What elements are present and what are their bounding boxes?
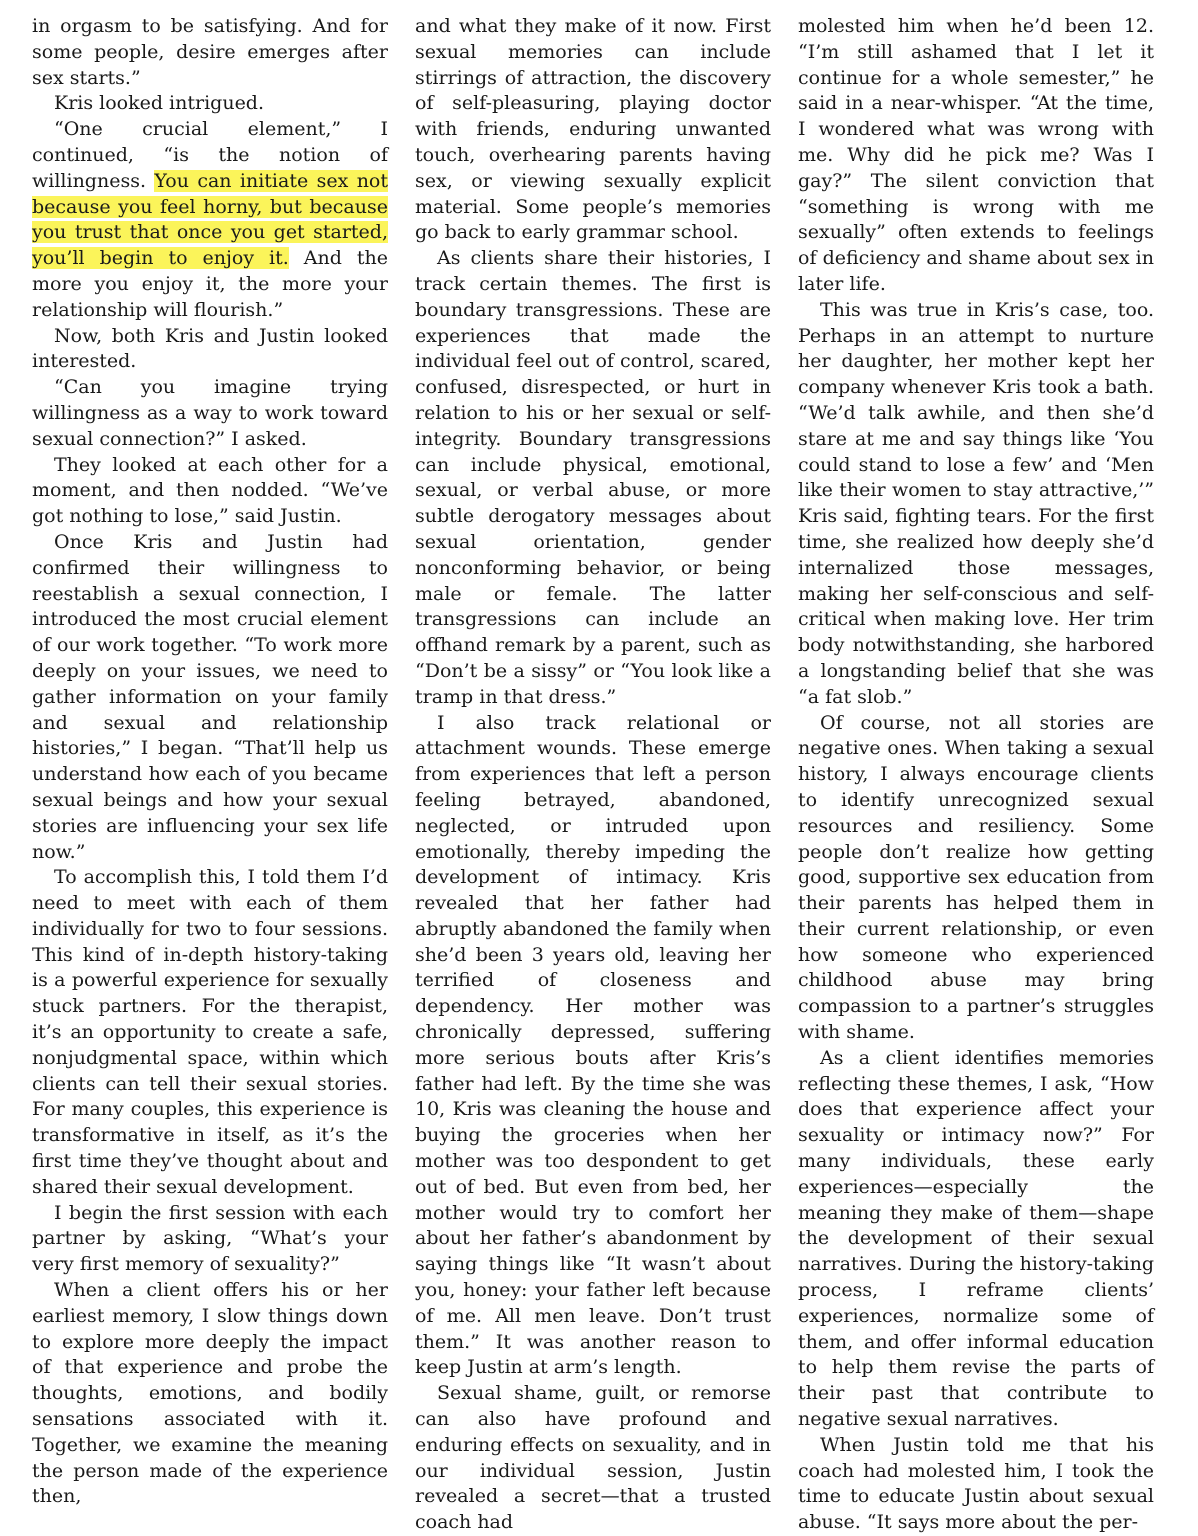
paragraph: They looked at each other for a moment, and then nodded. “We’ve got nothing to lose,” said Justin.	[32, 453, 388, 528]
paragraph: Once Kris and Justin had confirmed their willingness to reestablish a sexual connection, I introduced the most crucial element of our work together. “To work more deeply on your issues, we need to gather information on your family and sexual and relationship histories,” I began. “That’ll help us understand how each of you became sexual beings and how your sexual stories are influencing your sex life now.”	[32, 530, 388, 863]
paragraph: Kris looked intrigued.	[54, 92, 265, 115]
document-page	[32, 14, 1154, 1534]
paragraph: When a client offers his or her earliest memory, I slow things down to explore more deeply the impact of that experience and probe the thoughts, emotions, and bodily sensations associated with it. Together, we examine the meaning the person made of the experience then,	[32, 1279, 388, 1508]
paragraph-text: “One crucial element,” I continued, “is the notion of willingness.	[32, 118, 388, 192]
highlighted-text[interactable]: You can initiate sex not because you feel horny, but because you trust that once you get started, you’ll begin to enjoy it.	[32, 169, 388, 270]
paragraph: Now, both Kris and Justin looked interested.	[32, 324, 388, 373]
paragraph: As clients share their histories, I track certain themes. The first is boundary transgressions. These are experiences that made the individual feel out of control, scared, confused, disrespected, or hurt in relation to his or her sexual or self-integrity. Boundary transgressions can include physical, emotional, sexual, or verbal abuse, or more subtle derogatory messages about sexual orientation, gender nonconforming behavior, or being male or female. The latter transgressions can include an offhand remark by a parent, such as “Don’t be a sissy” or “You look like a tramp in that dress.”	[415, 247, 771, 708]
paragraph: in orgasm to be satisfying. And for some people, desire emerges after sex starts.”	[32, 15, 388, 89]
paragraph: I also track relational or attachment wounds. These emerge from experiences that left a person feeling betrayed, abandoned, neglected, or intruded upon emotionally, thereby impeding the development of intimacy. Kris revealed that her father had abruptly abandoned the family when she’d been 3 years old, leaving her terrified of closeness and dependency. Her mother was chronically depressed, suffering more serious bouts after Kris’s father had left. By the time she was 10, Kris was cleaning the house and buying the groceries when her mother was too despondent to get out of bed. But even from bed, her mother would try to comfort her about her father’s abandonment by saying things like “It wasn’t about you, honey: your father left because of me. All men leave. Don’t trust them.” It was another reason to keep Justin at arm’s length.	[415, 711, 771, 1379]
paragraph: I begin the first session with each partner by asking, “What’s your very first memory of sexuality?”	[32, 1201, 388, 1276]
paragraph: Sexual shame, guilt, or remorse can also have profound and enduring effects on sexuality, and in our individual session, Justin revealed a secret—that a trusted coach had	[415, 1382, 771, 1534]
paragraph-text: And the more you enjoy it, the more your relationship will flourish.”	[32, 247, 388, 321]
paragraph-with-highlight	[32, 117, 388, 323]
paragraph: “Can you imagine trying willingness as a way to work toward sexual connection?” I asked.	[32, 376, 388, 450]
paragraph: and what they make of it now. First sexual memories can include stirrings of attraction, the discovery of self-pleasuring, playing doctor with friends, enduring unwanted touch, overhearing parents having sex, or viewing sexually explicit material. Some people’s memories go back to early grammar school.	[415, 15, 771, 244]
paragraph: This was true in Kris’s case, too. Perhaps in an attempt to nurture her daughter, her mother kept her company whenever Kris took a bath. “We’d talk awhile, and then she’d stare at me and say things like ‘You could stand to lose a few’ and ‘Men like their women to stay attractive,’” Kris said, fighting tears. For the first time, she realized how deeply she’d internalized those messages, making her self-conscious and self-critical when making love. Her trim body notwithstanding, she harbored a longstanding belief that she was “a fat slob.”	[798, 298, 1154, 708]
text-column-3	[798, 14, 1154, 1534]
paragraph: As a client identifies memories reflecting these themes, I ask, “How does that experience affect your sexuality or intimacy now?” For many individuals, these early experiences—especially the meaning they make of them—shape the development of their sexual narratives. During the history-taking process, I reframe clients’ experiences, normalize some of them, and offer informal education to help them revise the parts of their past that contribute to negative sexual narratives.	[798, 1046, 1154, 1431]
text-column-2	[415, 14, 771, 1534]
paragraph: molested him when he’d been 12. “I’m still ashamed that I let it continue for a whole semester,” he said in a near-whisper. “At the time, I wondered what was wrong with me. Why did he pick me? Was I gay?” The silent conviction that “something is wrong with me sexually” often extends to feelings of deficiency and shame about sex in later life.	[798, 15, 1154, 295]
text-column-1	[32, 14, 388, 1508]
paragraph: Of course, not all stories are negative ones. When taking a sexual history, I always encourage clients to identify unrecognized sexual resources and resiliency. Some people don’t realize how getting good, supportive sex education from their parents has helped them in their current relationship, or even how someone who experienced childhood abuse may bring compassion to a partner’s struggles with shame.	[798, 711, 1154, 1044]
paragraph: To accomplish this, I told them I’d need to meet with each of them individually for two to four sessions. This kind of in-depth history-taking is a powerful experience for sexually stuck partners. For the therapist, it’s an opportunity to create a safe, nonjudgmental space, within which clients can tell their sexual stories. For many couples, this experience is transformative in itself, as it’s the first time they’ve thought about and shared their sexual development.	[32, 866, 388, 1198]
paragraph: When Justin told me that his coach had molested him, I took the time to educate Justin about sexual abuse. “It says more about the per-	[798, 1433, 1154, 1534]
